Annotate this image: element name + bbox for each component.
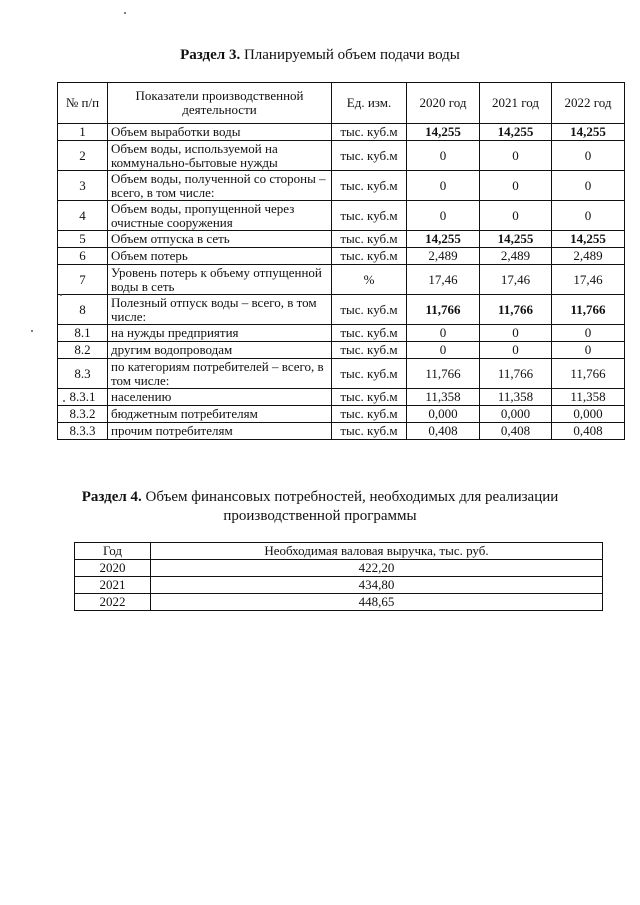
row-indicator: по категориям потребителей – всего, в том числе: [108,359,332,389]
row-value-2021: 0 [480,201,552,231]
row-indicator: Объем отпуска в сеть [108,231,332,248]
section3-prefix: Раздел 3. [180,47,241,63]
table-row [58,171,625,201]
table-row [58,389,625,406]
revenue-table [74,542,603,611]
row-value-2020: 0 [407,342,480,359]
row-year: 2021 [75,577,151,594]
row-indicator: бюджетным потребителям [108,406,332,423]
row-value-2020: 0 [407,325,480,342]
col-header-2022: 2022 год [552,83,625,124]
table-row [58,325,625,342]
row-indicator: Объем воды, пропущенной через очистные сооружения [108,201,332,231]
table-row [75,577,603,594]
row-value-2021: 2,489 [480,248,552,265]
section4-heading [0,488,640,526]
row-number: 8.1 [58,325,108,342]
row-unit: тыс. куб.м [332,342,407,359]
col-header-num: № п/п [58,83,108,124]
row-year: 2020 [75,560,151,577]
section3-heading [0,46,640,65]
row-unit: тыс. куб.м [332,325,407,342]
row-number: 8.2 [58,342,108,359]
row-value-2020: 14,255 [407,124,480,141]
row-unit: тыс. куб.м [332,171,407,201]
scan-speck [31,330,33,332]
row-unit: тыс. куб.м [332,248,407,265]
table-row [58,423,625,440]
row-value-2021: 0 [480,325,552,342]
row-indicator: Объем выработки воды [108,124,332,141]
table-header-row [58,83,625,124]
row-unit: тыс. куб.м [332,295,407,325]
row-value-2021: 14,255 [480,124,552,141]
row-number: 1 [58,124,108,141]
table-row [58,231,625,248]
row-value-2021: 17,46 [480,265,552,295]
row-revenue: 422,20 [151,560,603,577]
section3-title: Планируемый объем подачи воды [243,47,460,63]
row-value-2022: 17,46 [552,265,625,295]
row-number: 8.3.3 [58,423,108,440]
row-value-2021: 0,408 [480,423,552,440]
row-value-2022: 0 [552,141,625,171]
row-value-2022: 11,766 [552,359,625,389]
section4-title-line1: Объем финансовых потребностей, необходимых для реализации [145,489,559,505]
table-header-row [75,543,603,560]
table-row [58,248,625,265]
col-header-2021: 2021 год [480,83,552,124]
row-value-2021: 11,766 [480,359,552,389]
row-value-2022: 14,255 [552,231,625,248]
row-indicator: Объем воды, используемой на коммунально-бытовые нужды [108,141,332,171]
row-value-2022: 14,255 [552,124,625,141]
row-unit: тыс. куб.м [332,389,407,406]
row-value-2021: 11,358 [480,389,552,406]
row-unit: тыс. куб.м [332,423,407,440]
col-header-unit: Ед. изм. [332,83,407,124]
row-value-2022: 0 [552,325,625,342]
table-row [58,342,625,359]
row-value-2020: 0,408 [407,423,480,440]
col-header-2020: 2020 год [407,83,480,124]
row-indicator: на нужды предприятия [108,325,332,342]
row-value-2020: 0 [407,201,480,231]
table-row [58,201,625,231]
row-indicator: Полезный отпуск воды – всего, в том числе: [108,295,332,325]
table-row [58,265,625,295]
row-value-2021: 0 [480,141,552,171]
row-number: 8.3.1 [58,389,108,406]
row-unit: тыс. куб.м [332,359,407,389]
row-value-2020: 14,255 [407,231,480,248]
row-value-2020: 11,766 [407,359,480,389]
row-value-2022: 0 [552,342,625,359]
scan-speck [124,12,126,14]
section4-title-line2: производственной программы [223,508,417,524]
scan-speck [60,294,62,296]
row-value-2022: 11,358 [552,389,625,406]
row-value-2022: 0 [552,201,625,231]
row-year: 2022 [75,594,151,611]
section4-prefix: Раздел 4. [81,489,142,505]
row-value-2020: 17,46 [407,265,480,295]
row-indicator: населению [108,389,332,406]
row-unit: тыс. куб.м [332,406,407,423]
row-revenue: 434,80 [151,577,603,594]
row-indicator: Объем воды, полученной со стороны – всего, в том числе: [108,171,332,201]
row-value-2020: 0,000 [407,406,480,423]
table-row [58,124,625,141]
row-value-2020: 0 [407,171,480,201]
row-unit: тыс. куб.м [332,124,407,141]
row-number: 3 [58,171,108,201]
table-row [58,359,625,389]
row-number: 2 [58,141,108,171]
row-indicator: Объем потерь [108,248,332,265]
row-value-2020: 2,489 [407,248,480,265]
row-value-2020: 0 [407,141,480,171]
table-row [58,295,625,325]
row-unit: тыс. куб.м [332,201,407,231]
table-row [75,594,603,611]
row-indicator: другим водопроводам [108,342,332,359]
row-value-2022: 0,408 [552,423,625,440]
row-value-2021: 0 [480,342,552,359]
row-value-2021: 11,766 [480,295,552,325]
row-value-2020: 11,766 [407,295,480,325]
table-row [58,141,625,171]
col-header-indicator: Показатели производственной деятельности [108,83,332,124]
row-unit: тыс. куб.м [332,141,407,171]
row-unit: тыс. куб.м [332,231,407,248]
row-indicator: Уровень потерь к объему отпущенной воды в сеть [108,265,332,295]
row-unit: % [332,265,407,295]
table-row [58,406,625,423]
row-number: 8.3.2 [58,406,108,423]
table-row [75,560,603,577]
col-header-year: Год [75,543,151,560]
row-value-2022: 0 [552,171,625,201]
row-revenue: 448,65 [151,594,603,611]
row-number: 5 [58,231,108,248]
row-number: 6 [58,248,108,265]
row-number: 8.3 [58,359,108,389]
row-value-2022: 2,489 [552,248,625,265]
row-number: 7 [58,265,108,295]
col-header-revenue: Необходимая валовая выручка, тыс. руб. [151,543,603,560]
row-value-2020: 11,358 [407,389,480,406]
row-value-2021: 0,000 [480,406,552,423]
row-number: 4 [58,201,108,231]
row-value-2021: 14,255 [480,231,552,248]
row-value-2022: 0,000 [552,406,625,423]
row-value-2022: 11,766 [552,295,625,325]
row-value-2021: 0 [480,171,552,201]
row-number: 8 [58,295,108,325]
scan-speck [63,400,65,402]
section4-heading-line1 [0,488,640,507]
water-supply-table [57,82,625,440]
row-indicator: прочим потребителям [108,423,332,440]
